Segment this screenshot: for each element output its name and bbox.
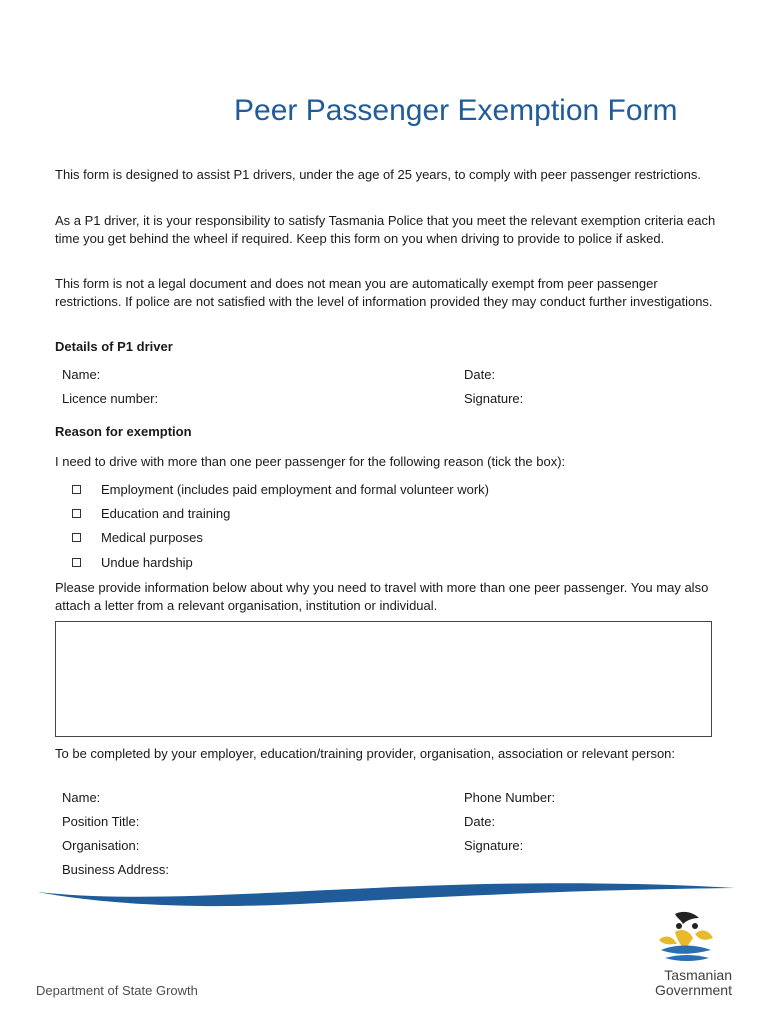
verifier-signature-field[interactable]: Signature: bbox=[464, 838, 524, 853]
checkbox[interactable] bbox=[72, 485, 81, 494]
verifier-intro: To be completed by your employer, education/training provider, organisation, association or relevant person: bbox=[55, 746, 676, 761]
checkbox[interactable] bbox=[72, 533, 81, 542]
licence-number-field[interactable]: Licence number: bbox=[62, 391, 159, 406]
option-label: Employment (includes paid employment and formal volunteer work) bbox=[101, 482, 490, 497]
checkbox[interactable] bbox=[72, 558, 81, 567]
phone-number-field[interactable]: Phone Number: bbox=[464, 790, 556, 805]
driver-details-heading: Details of P1 driver bbox=[55, 339, 173, 354]
reason-details-textarea[interactable] bbox=[55, 621, 712, 737]
department-name: Department of State Growth bbox=[36, 983, 198, 998]
intro-paragraph-2: As a P1 driver, it is your responsibility to satisfy Tasmania Police that you meet the relevant exemption criteria each time you get behind the wheel if required. Keep this form on you when driving to provide to police if asked. bbox=[55, 213, 716, 246]
verifier-name-field[interactable]: Name: bbox=[62, 790, 101, 805]
tasmanian-government-crest-icon bbox=[655, 910, 717, 970]
details-prompt: Please provide information below about why you need to travel with more than one peer passenger. You may also attach a letter from a relevant organisation, institution or individual. bbox=[55, 580, 709, 613]
option-label: Education and training bbox=[101, 506, 231, 521]
reason-heading: Reason for exemption bbox=[55, 424, 192, 439]
reason-instruction: I need to drive with more than one peer passenger for the following reason (tick the box): bbox=[55, 454, 566, 469]
checkbox[interactable] bbox=[72, 509, 81, 518]
intro-paragraph-1: This form is designed to assist P1 drivers, under the age of 25 years, to comply with peer passenger restrictions. bbox=[55, 167, 701, 182]
option-employment[interactable] bbox=[72, 482, 489, 497]
option-label: Undue hardship bbox=[101, 555, 193, 570]
position-title-field[interactable]: Position Title: bbox=[62, 814, 140, 829]
business-address-field[interactable]: Business Address: bbox=[62, 862, 169, 877]
driver-name-field[interactable]: Name: bbox=[62, 367, 101, 382]
option-hardship[interactable] bbox=[72, 555, 193, 570]
logo-line-1: Tasmanian bbox=[664, 967, 732, 983]
option-label: Medical purposes bbox=[101, 530, 203, 545]
option-education[interactable] bbox=[72, 506, 230, 521]
option-medical[interactable] bbox=[72, 530, 203, 545]
driver-signature-field[interactable]: Signature: bbox=[464, 391, 524, 406]
form-title: Peer Passenger Exemption Form bbox=[234, 94, 678, 127]
verifier-date-field[interactable]: Date: bbox=[464, 814, 496, 829]
logo-line-2: Government bbox=[654, 982, 732, 998]
driver-date-field[interactable]: Date: bbox=[464, 367, 496, 382]
intro-paragraph-3: This form is not a legal document and does not mean you are automatically exempt from peer passenger restrictions. If police are not satisfied with the level of information provided they may conduct further investigations. bbox=[55, 276, 713, 309]
organisation-field[interactable]: Organisation: bbox=[62, 838, 140, 853]
